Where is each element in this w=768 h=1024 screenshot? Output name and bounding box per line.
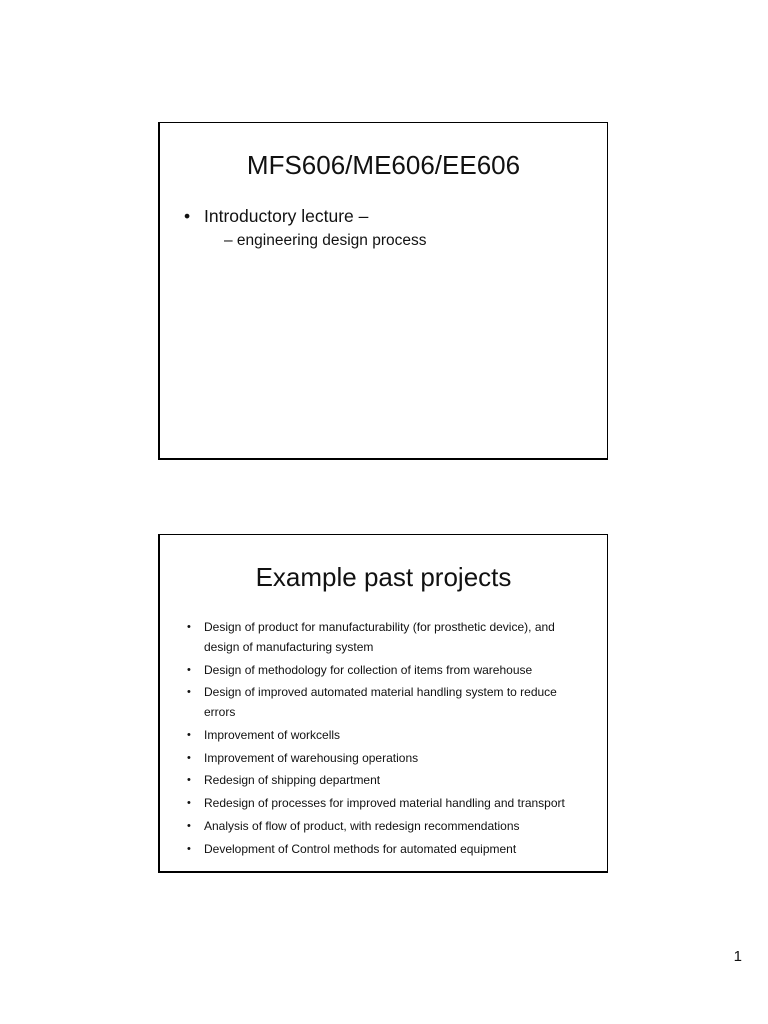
list-item	[184, 839, 589, 859]
list-item-text: Design of product for manufacturability (for prosthetic device), and design of manufacturing system	[204, 620, 555, 654]
page-number: 1	[733, 948, 742, 965]
bullet-icon: •	[184, 206, 191, 226]
slide-1	[158, 122, 608, 460]
list-item-text: Redesign of shipping department	[204, 773, 381, 788]
bullet-icon: •	[187, 729, 191, 742]
list-item	[184, 682, 589, 722]
list-item	[184, 748, 589, 768]
bullet-icon: •	[187, 797, 191, 810]
list-item	[184, 816, 589, 836]
list-item-text: Analysis of flow of product, with redesign recommendations	[204, 818, 520, 833]
slide-2-title: Example past projects	[255, 562, 512, 592]
list-item	[184, 793, 589, 813]
slide-1-sub-bullet: – engineering design process	[224, 232, 427, 249]
list-item	[184, 660, 589, 680]
bullet-icon: •	[187, 774, 191, 787]
bullet-icon: •	[187, 621, 191, 633]
slide-1-bullet-item	[184, 203, 587, 229]
list-item	[184, 617, 589, 657]
bullet-icon: •	[187, 842, 191, 855]
list-item-text: Improvement of warehousing operations	[204, 750, 419, 765]
bullet-icon: •	[187, 819, 191, 832]
slide-1-bullet-list	[184, 203, 587, 254]
list-item-text: Redesign of processes for improved material handling and transport	[204, 796, 565, 811]
list-item	[184, 725, 589, 745]
slide-2-bullet-list	[184, 617, 589, 861]
list-item-text: Design of improved automated material handling system to reduce errors	[204, 685, 557, 720]
bullet-icon: •	[187, 663, 191, 676]
list-item-text: Development of Control methods for automated equipment	[204, 841, 517, 856]
list-item	[184, 770, 589, 790]
slide-1-title: MFS606/ME606/EE606	[246, 150, 521, 180]
slide-2	[158, 534, 608, 873]
bullet-icon: •	[187, 686, 191, 699]
list-item-text: Improvement of workcells	[204, 728, 341, 743]
list-item-text: Design of methodology for collection of items from warehouse	[204, 662, 533, 677]
slide-1-bullet-text: Introductory lecture –	[204, 206, 369, 226]
bullet-icon: •	[187, 751, 191, 764]
